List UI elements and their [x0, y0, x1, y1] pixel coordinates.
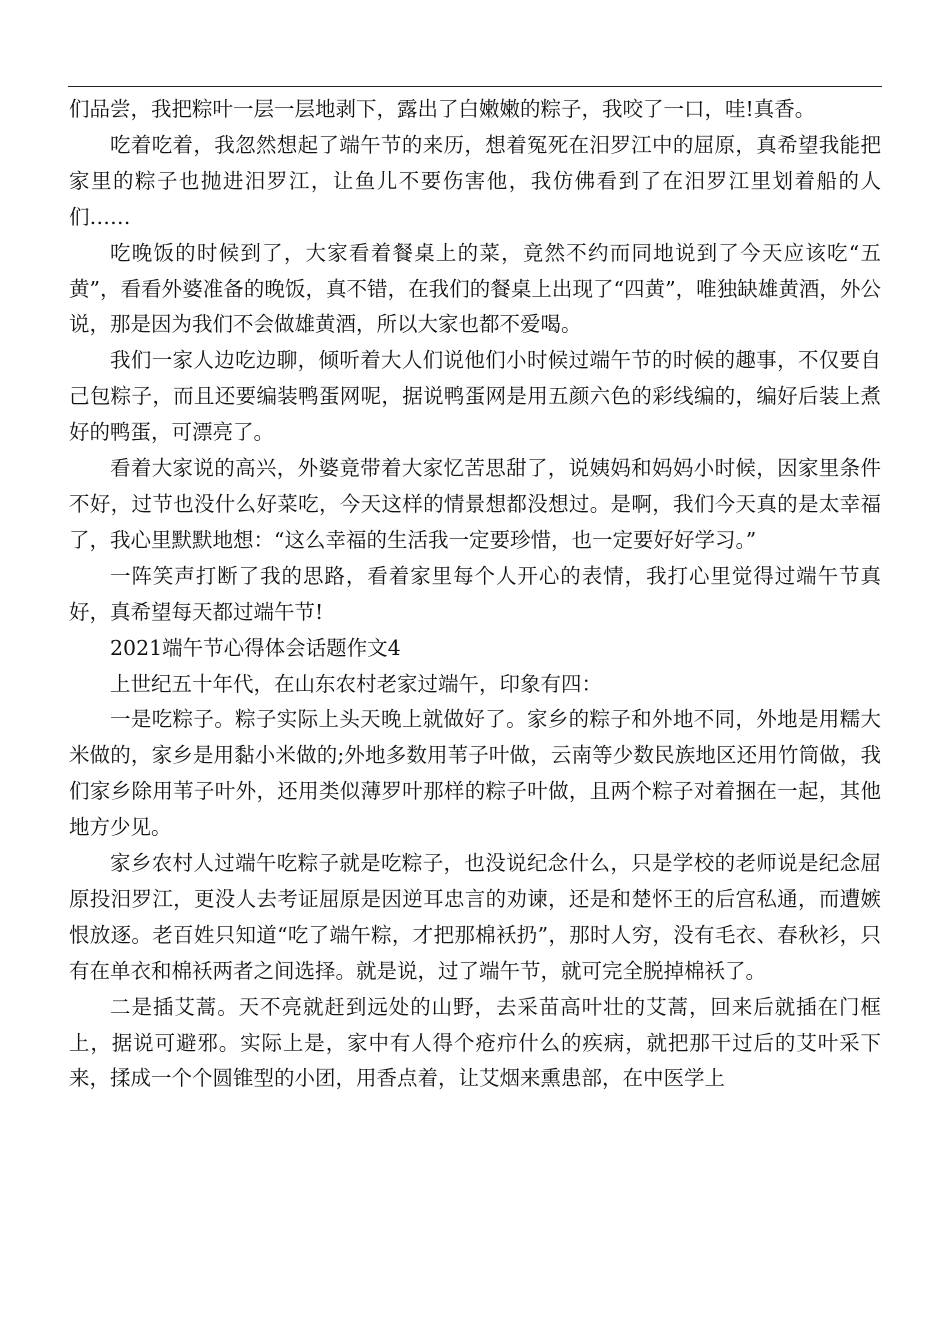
paragraph-8: 一是吃粽子。粽子实际上头天晚上就做好了。家乡的粽子和外地不同，外地是用糯大米做的，家乡是用黏小米做的;外地多数用苇子叶做，云南等少数民族地区还用竹筒做，我们家乡除用苇子叶外，还用类似薄罗叶那样的粽子叶做，且两个粽子对着捆在一起，其他地方少见。	[69, 707, 881, 840]
paragraph-1: 们品尝，我把粽叶一层一层地剥下，露出了白嫩嫩的粽子，我咬了一口，哇!真香。	[69, 97, 816, 121]
paragraph-10: 二是插艾蒿。天不亮就赶到远处的山野，去采苗高叶壮的艾蒿，回来后就插在门框上，据说可避邪。实际上是，家中有人得个疮疖什么的疾病，就把那干过后的艾叶采下来，揉成一个个圆锥型的小团，用香点着，让艾烟来熏患部，在中医学上	[69, 994, 881, 1091]
paragraph-3: 吃晚饭的时候到了，大家看着餐桌上的菜，竟然不约而同地说到了今天应该吃“五黄”，看看外婆准备的晚饭，真不错，在我们的餐桌上出现了“四黄”，唯独缺雄黄酒，外公说，那是因为我们不会做雄黄酒，所以大家也都不爱喝。	[69, 240, 881, 337]
paragraph-5: 看着大家说的高兴，外婆竟带着大家忆苦思甜了，说姨妈和妈妈小时候，因家里条件不好，过节也没什么好菜吃，今天这样的情景想都没想过。是啊，我们今天真的是太幸福了，我心里默默地想：“这么幸福的生活我一定要珍惜，也一定要好好学习。”	[69, 456, 881, 552]
paragraph-9: 家乡农村人过端午吃粽子就是吃粽子，也没说纪念什么，只是学校的老师说是纪念屈原投汨罗江，更没人去考证屈原是因逆耳忠言的劝谏，还是和楚怀王的后宫私通，而遭嫉恨放逐。老百姓只知道“吃了端午粽，才把那棉袄扔”，那时人穷，没有毛衣、春秋衫，只有在单衣和棉袄两者之间选择。就是说，过了端午节，就可完全脱掉棉袄了。	[69, 851, 881, 983]
paragraph-6: 一阵笑声打断了我的思路，看着家里每个人开心的表情，我打心里觉得过端午节真好，真希望每天都过端午节!	[69, 563, 881, 624]
article-body	[69, 92, 881, 1097]
paragraph-2: 吃着吃着，我忽然想起了端午节的来历，想着冤死在汨罗江中的屈原，真希望我能把家里的粽子也抛进汨罗江，让鱼儿不要伤害他，我仿佛看到了在汨罗江里划着船的人们……	[69, 132, 881, 229]
paragraph-4: 我们一家人边吃边聊，倾听着大人们说他们小时候过端午节的时候的趣事，不仅要自己包粽子，而且还要编装鸭蛋网呢，据说鸭蛋网是用五颜六色的彩线编的，编好后装上煮好的鸭蛋，可漂亮了。	[69, 348, 881, 445]
section-heading: 2021端午节心得体会话题作文4	[110, 635, 401, 660]
paragraph-7: 上世纪五十年代，在山东农村老家过端午，印象有四：	[110, 671, 602, 696]
header-rule	[68, 86, 882, 87]
